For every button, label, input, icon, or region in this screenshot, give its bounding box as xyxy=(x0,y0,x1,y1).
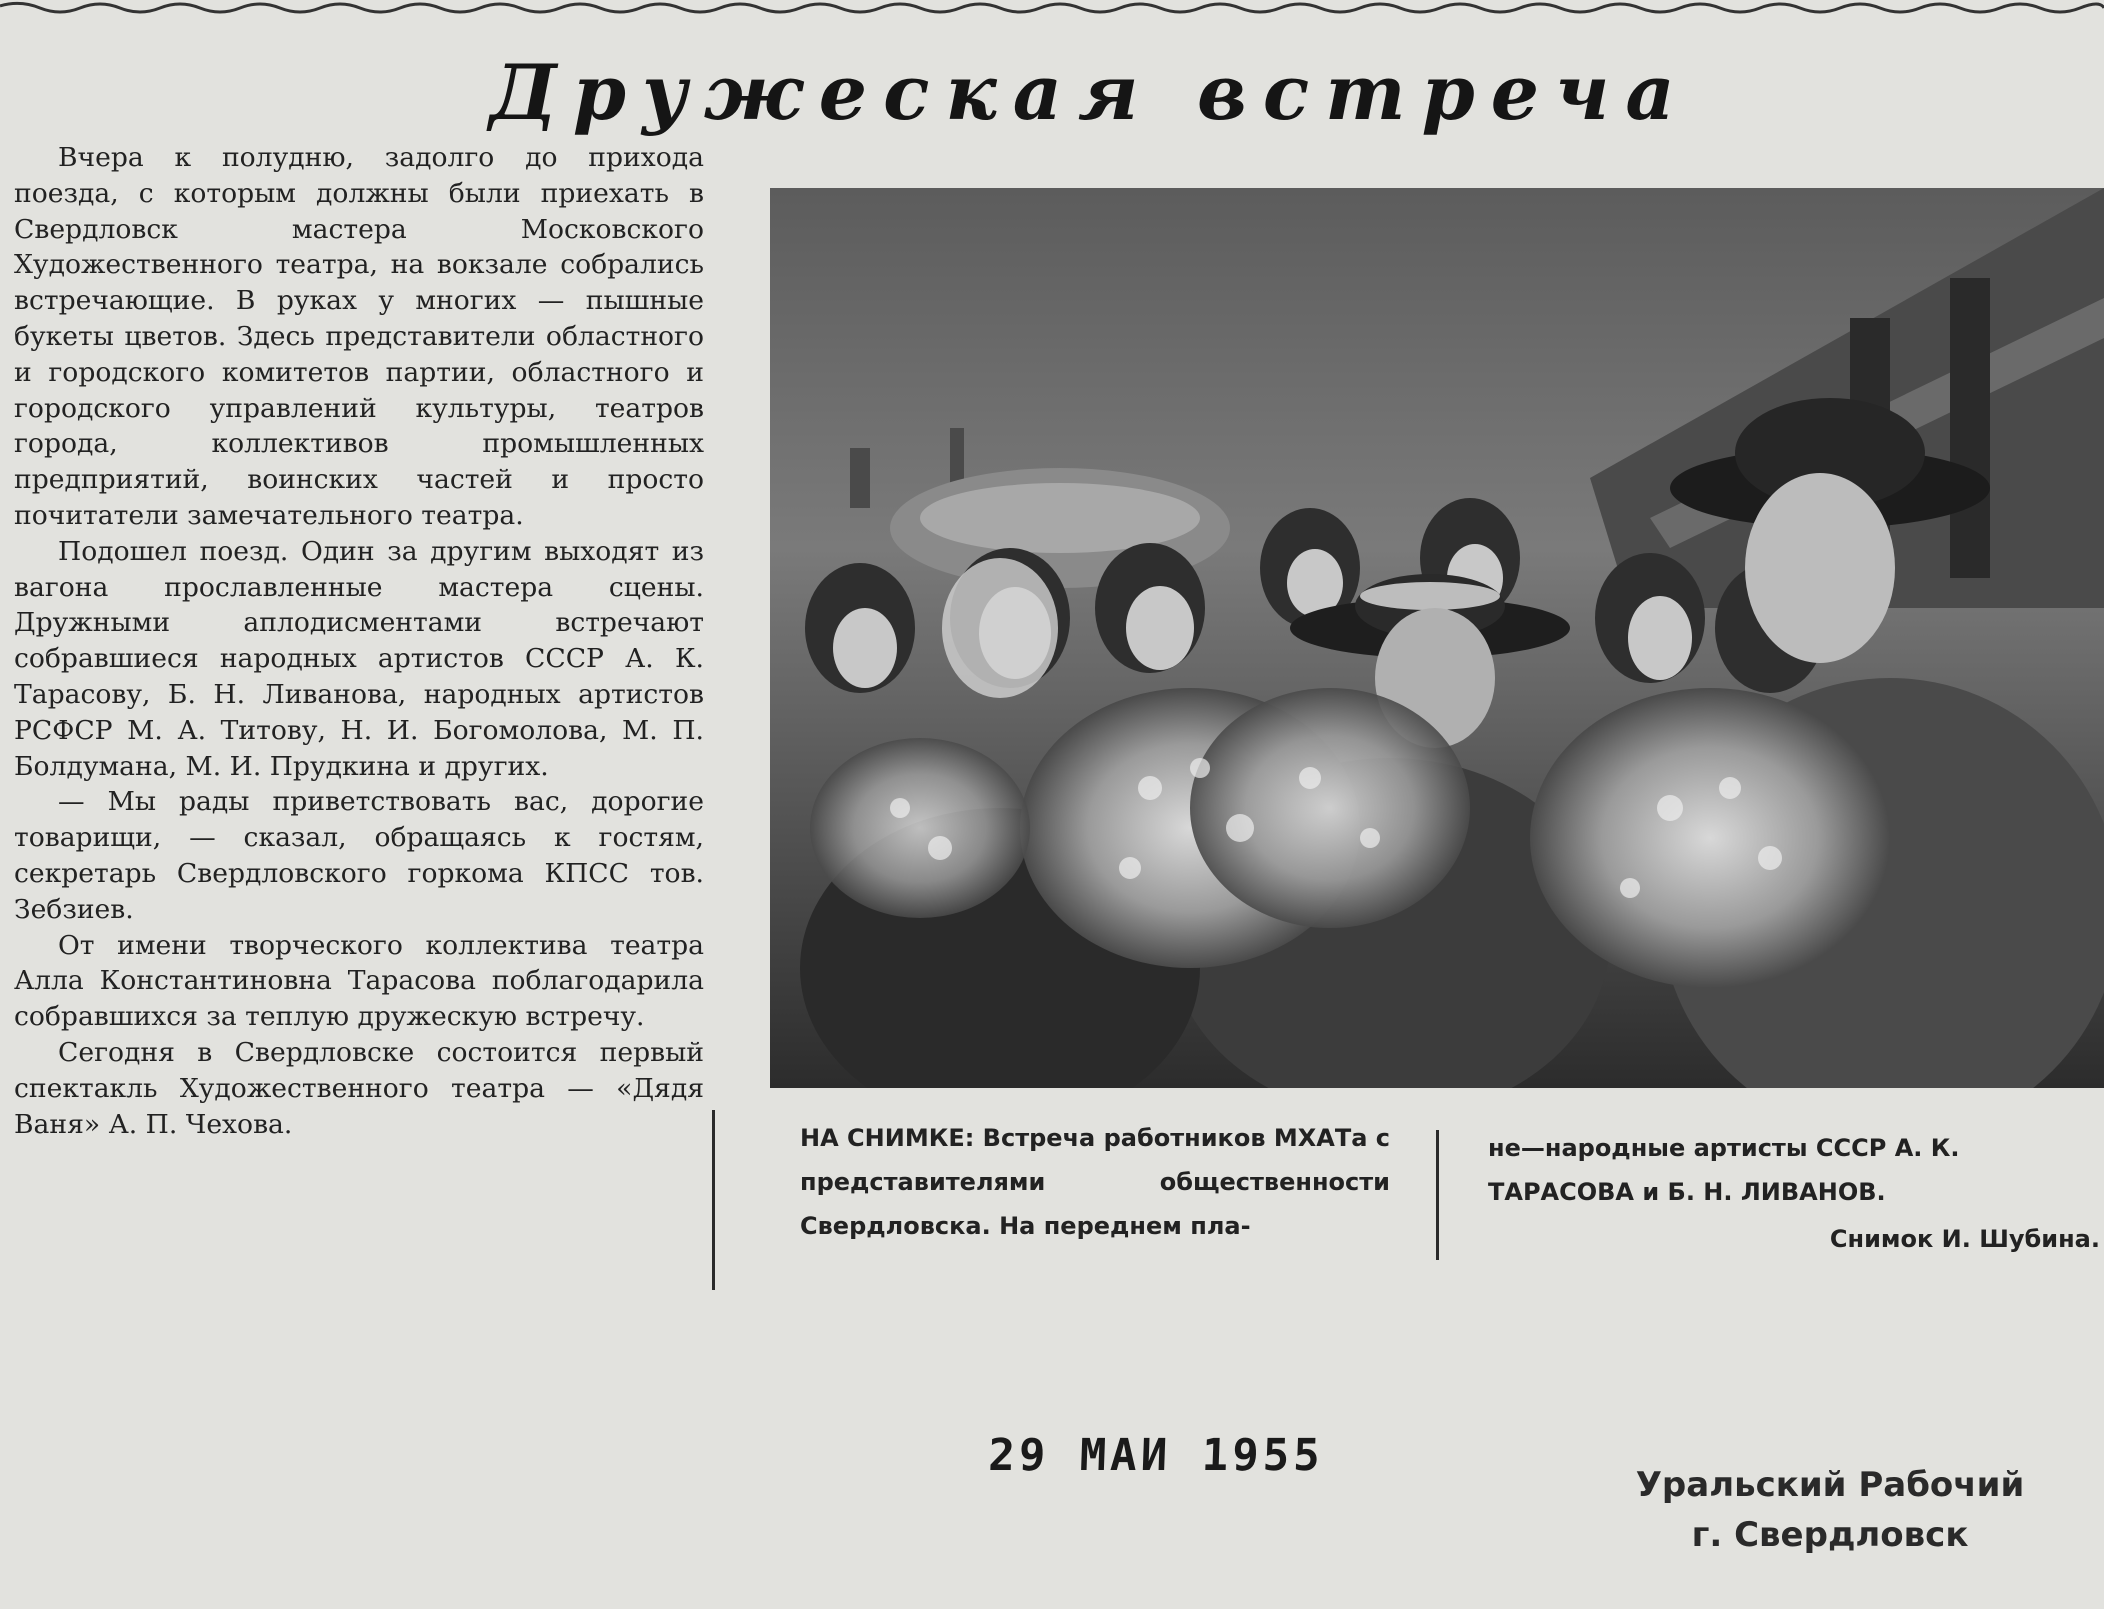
article-paragraph: — Мы рады приветствовать вас, дорогие товарищи, — сказал, обращаясь к гостям, секретарь Свердловского горкома КПСС тов. Зебзиев. xyxy=(14,786,704,925)
column-divider xyxy=(712,1110,715,1290)
photo-caption-left: НА СНИМКЕ: Встреча работников МХАТа с представителями общественности Свердловска. На переднем пла- xyxy=(800,1124,1390,1240)
news-photo-crowd-with-flowers-icon xyxy=(770,188,2104,1088)
newspaper-name: Уральский Рабочий xyxy=(1635,1465,2025,1505)
torn-edge-decoration xyxy=(0,0,2104,28)
archive-date-stamp: 29 МАИ 1955 xyxy=(987,1430,1325,1481)
article-paragraph: Вчера к полудню, задолго до прихода поезда, с которым должны были приехать в Свердловск мастера Московского Художественного театра, на вокзале собрались встречающие. В руках у многих — пышные букеты цветов. Здесь представители областного и городского комитетов партии, областного и городского управлений культуры, театров города, коллективов промышленных предприятий, воинских частей и просто почитатели замечательного театра. xyxy=(14,142,704,531)
newspaper-city: г. Свердловск xyxy=(1691,1515,1969,1555)
newspaper-stamp xyxy=(1600,1460,2060,1560)
article-paragraph: От имени творческого коллектива театра Алла Константиновна Тарасова поблагодарила собравшихся за теплую дружескую встречу. xyxy=(14,929,704,1033)
article-paragraph: Подошел поезд. Один за другим выходят из вагона прославленные мастера сцены. Дружными аплодисментами встречают собравшиеся народных артистов СССР А. К. Тарасову, Б. Н. Ливанова, народных артистов РСФСР М. А. Титову, Н. И. Богомолова, М. П. Болдумана, М. И. Прудкина и других. xyxy=(14,535,704,782)
caption-divider xyxy=(1436,1130,1439,1260)
photo-caption-right: не—народные артисты СССР А. К. ТАРАСОВА и Б. Н. ЛИВАНОВ. xyxy=(1488,1134,1960,1206)
article-paragraph: Сегодня в Свердловске состоится первый спектакль Художественного театра — «Дядя Ваня» А. П. Чехова. xyxy=(14,1036,704,1140)
photo-credit: Снимок И. Шубина. xyxy=(1829,1225,2100,1253)
headline: Дружеская встреча xyxy=(489,48,1691,137)
news-photo xyxy=(770,188,2104,1088)
article-body xyxy=(14,140,704,1142)
